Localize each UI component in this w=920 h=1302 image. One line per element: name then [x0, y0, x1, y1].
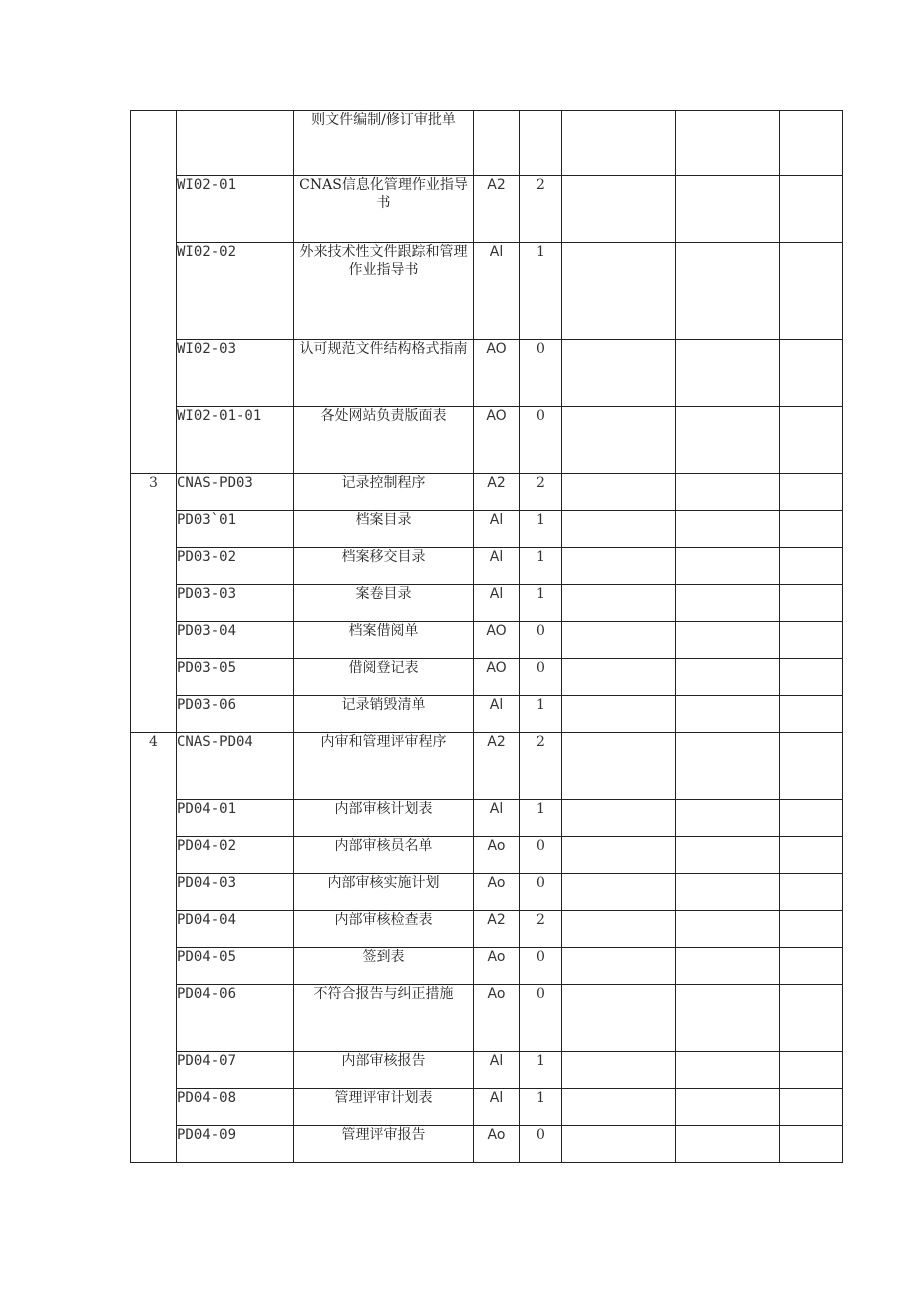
empty-cell [780, 800, 843, 837]
version-cell: Ao [474, 985, 520, 1052]
empty-cell [676, 176, 780, 243]
empty-cell [562, 985, 676, 1052]
empty-cell [780, 911, 843, 948]
empty-cell [676, 548, 780, 585]
empty-cell [676, 243, 780, 340]
version-cell: AO [474, 340, 520, 407]
version-cell: A2 [474, 733, 520, 800]
empty-cell [562, 340, 676, 407]
name-cell: 借阅登记表 [294, 659, 474, 696]
revision-cell: 1 [520, 1089, 562, 1126]
empty-cell [676, 985, 780, 1052]
empty-cell [562, 696, 676, 733]
version-cell: AO [474, 659, 520, 696]
revision-cell: 0 [520, 874, 562, 911]
version-cell: A2 [474, 176, 520, 243]
empty-cell [562, 548, 676, 585]
name-cell: 内审和管理评审程序 [294, 733, 474, 800]
revision-cell: 1 [520, 800, 562, 837]
revision-cell: 2 [520, 176, 562, 243]
version-cell: A2 [474, 474, 520, 511]
table-row [131, 176, 843, 243]
revision-cell: 2 [520, 474, 562, 511]
code-cell: WI02-02 [177, 243, 294, 340]
code-cell: CNAS-PD04 [177, 733, 294, 800]
name-cell: 档案目录 [294, 511, 474, 548]
table-row [131, 659, 843, 696]
table-body [131, 111, 843, 1163]
empty-cell [780, 176, 843, 243]
code-cell: PD03-03 [177, 585, 294, 622]
version-cell: Ao [474, 837, 520, 874]
version-cell: Al [474, 800, 520, 837]
table-row [131, 985, 843, 1052]
empty-cell [562, 1089, 676, 1126]
code-cell: WI02-01 [177, 176, 294, 243]
revision-cell: 1 [520, 511, 562, 548]
empty-cell [780, 407, 843, 474]
code-cell: PD04-08 [177, 1089, 294, 1126]
empty-cell [676, 1052, 780, 1089]
name-cell: 不符合报告与纠正措施 [294, 985, 474, 1052]
empty-cell [676, 874, 780, 911]
revision-cell: 0 [520, 837, 562, 874]
table-row [131, 696, 843, 733]
name-cell: 档案借阅单 [294, 622, 474, 659]
name-cell: 内部审核报告 [294, 1052, 474, 1089]
empty-cell [676, 837, 780, 874]
empty-cell [676, 622, 780, 659]
code-cell: PD03`01 [177, 511, 294, 548]
name-cell: 签到表 [294, 948, 474, 985]
revision-cell [520, 111, 562, 176]
revision-cell: 1 [520, 243, 562, 340]
empty-cell [676, 474, 780, 511]
empty-cell [562, 837, 676, 874]
code-cell: CNAS-PD03 [177, 474, 294, 511]
empty-cell [780, 1126, 843, 1163]
empty-cell [676, 659, 780, 696]
empty-cell [676, 696, 780, 733]
version-cell: Al [474, 585, 520, 622]
table-row [131, 111, 843, 176]
empty-cell [676, 407, 780, 474]
empty-cell [780, 837, 843, 874]
empty-cell [562, 111, 676, 176]
empty-cell [562, 800, 676, 837]
name-cell: CNAS信息化管理作业指导书 [294, 176, 474, 243]
version-cell: Al [474, 1089, 520, 1126]
name-cell: 外来技术性文件跟踪和管理作业指导书 [294, 243, 474, 340]
empty-cell [780, 622, 843, 659]
empty-cell [780, 340, 843, 407]
code-cell: PD03-05 [177, 659, 294, 696]
name-cell: 内部审核检查表 [294, 911, 474, 948]
table-row [131, 407, 843, 474]
seq-cell [131, 111, 177, 474]
revision-cell: 0 [520, 659, 562, 696]
empty-cell [562, 474, 676, 511]
seq-cell: 4 [131, 733, 177, 1163]
empty-cell [562, 176, 676, 243]
name-cell: 内部审核计划表 [294, 800, 474, 837]
name-cell: 案卷目录 [294, 585, 474, 622]
empty-cell [562, 948, 676, 985]
empty-cell [562, 585, 676, 622]
table-row [131, 948, 843, 985]
empty-cell [676, 511, 780, 548]
table-row [131, 837, 843, 874]
document-list-table [130, 110, 843, 1163]
empty-cell [676, 585, 780, 622]
empty-cell [562, 511, 676, 548]
table-row [131, 243, 843, 340]
version-cell: Al [474, 511, 520, 548]
table-row [131, 548, 843, 585]
revision-cell: 1 [520, 585, 562, 622]
name-cell: 记录控制程序 [294, 474, 474, 511]
empty-cell [780, 985, 843, 1052]
table-row [131, 733, 843, 800]
empty-cell [780, 1052, 843, 1089]
empty-cell [780, 511, 843, 548]
empty-cell [562, 874, 676, 911]
version-cell: Al [474, 548, 520, 585]
version-cell: Al [474, 243, 520, 340]
table-row [131, 800, 843, 837]
version-cell: Ao [474, 874, 520, 911]
code-cell: PD04-09 [177, 1126, 294, 1163]
version-cell: AO [474, 622, 520, 659]
code-cell: PD04-04 [177, 911, 294, 948]
code-cell: WI02-01-01 [177, 407, 294, 474]
name-cell: 内部审核实施计划 [294, 874, 474, 911]
empty-cell [676, 948, 780, 985]
code-cell: PD04-01 [177, 800, 294, 837]
revision-cell: 1 [520, 696, 562, 733]
code-cell: PD04-02 [177, 837, 294, 874]
revision-cell: 2 [520, 911, 562, 948]
code-cell: PD03-06 [177, 696, 294, 733]
code-cell [177, 111, 294, 176]
empty-cell [780, 1089, 843, 1126]
table-row [131, 622, 843, 659]
table-row [131, 911, 843, 948]
empty-cell [780, 659, 843, 696]
version-cell: AO [474, 407, 520, 474]
empty-cell [562, 911, 676, 948]
version-cell [474, 111, 520, 176]
empty-cell [562, 1052, 676, 1089]
revision-cell: 0 [520, 985, 562, 1052]
table-row [131, 474, 843, 511]
empty-cell [780, 548, 843, 585]
empty-cell [562, 733, 676, 800]
revision-cell: 0 [520, 1126, 562, 1163]
revision-cell: 2 [520, 733, 562, 800]
empty-cell [676, 1089, 780, 1126]
empty-cell [676, 911, 780, 948]
empty-cell [780, 585, 843, 622]
name-cell: 则文件编制/修订审批单 [294, 111, 474, 176]
table-row [131, 1089, 843, 1126]
version-cell: Al [474, 696, 520, 733]
revision-cell: 1 [520, 548, 562, 585]
empty-cell [562, 622, 676, 659]
name-cell: 管理评审报告 [294, 1126, 474, 1163]
name-cell: 内部审核员名单 [294, 837, 474, 874]
empty-cell [676, 1126, 780, 1163]
empty-cell [562, 659, 676, 696]
version-cell: Ao [474, 1126, 520, 1163]
revision-cell: 0 [520, 622, 562, 659]
table-row [131, 340, 843, 407]
code-cell: WI02-03 [177, 340, 294, 407]
empty-cell [562, 243, 676, 340]
code-cell: PD03-04 [177, 622, 294, 659]
name-cell: 档案移交目录 [294, 548, 474, 585]
empty-cell [676, 340, 780, 407]
revision-cell: 0 [520, 340, 562, 407]
version-cell: A2 [474, 911, 520, 948]
table-row [131, 511, 843, 548]
table-row [131, 1126, 843, 1163]
empty-cell [562, 407, 676, 474]
code-cell: PD04-05 [177, 948, 294, 985]
revision-cell: 0 [520, 948, 562, 985]
revision-cell: 1 [520, 1052, 562, 1089]
empty-cell [676, 733, 780, 800]
revision-cell: 0 [520, 407, 562, 474]
name-cell: 记录销毁清单 [294, 696, 474, 733]
empty-cell [780, 948, 843, 985]
name-cell: 认可规范文件结构格式指南 [294, 340, 474, 407]
empty-cell [780, 474, 843, 511]
empty-cell [780, 243, 843, 340]
table-row [131, 585, 843, 622]
seq-cell: 3 [131, 474, 177, 733]
table-row [131, 1052, 843, 1089]
code-cell: PD04-06 [177, 985, 294, 1052]
empty-cell [676, 111, 780, 176]
code-cell: PD04-03 [177, 874, 294, 911]
version-cell: Al [474, 1052, 520, 1089]
empty-cell [780, 874, 843, 911]
empty-cell [676, 800, 780, 837]
version-cell: Ao [474, 948, 520, 985]
code-cell: PD03-02 [177, 548, 294, 585]
empty-cell [780, 733, 843, 800]
code-cell: PD04-07 [177, 1052, 294, 1089]
table-row [131, 874, 843, 911]
empty-cell [562, 1126, 676, 1163]
empty-cell [780, 111, 843, 176]
name-cell: 各处网站负责版面表 [294, 407, 474, 474]
name-cell: 管理评审计划表 [294, 1089, 474, 1126]
empty-cell [780, 696, 843, 733]
